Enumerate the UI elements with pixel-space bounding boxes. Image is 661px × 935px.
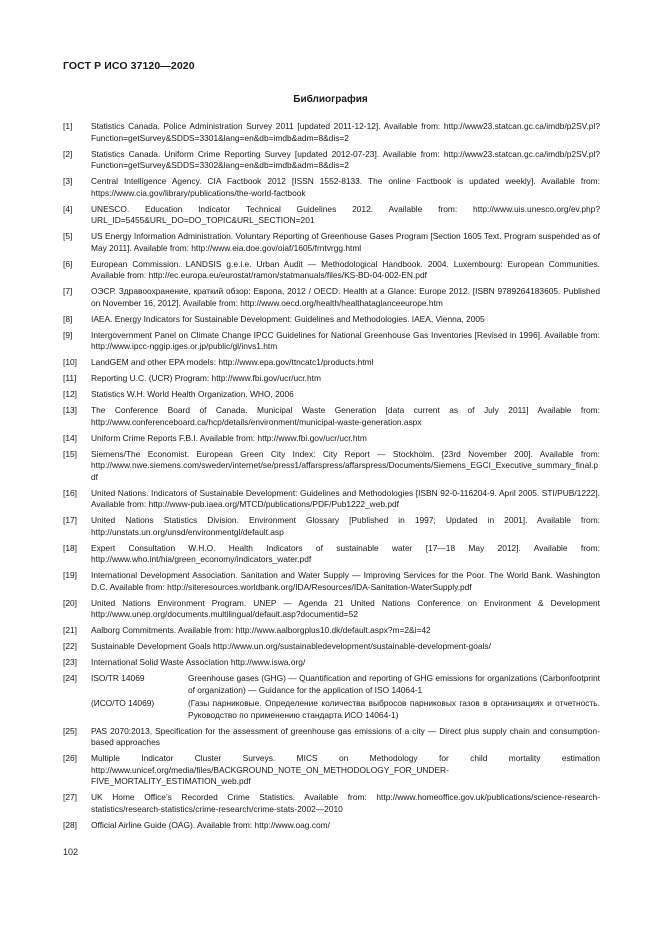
reference-number: [23] [63, 657, 77, 667]
reference-number: [27] [63, 792, 77, 802]
reference-text: Reporting U.C. (UCR) Program: http://www.fbi.gov/ucr/ucr.htm [91, 373, 321, 383]
reference-item [63, 488, 600, 511]
standard-description: Greenhouse gases (GHG) — Quantification and reporting of GHG emissions for organizations (Carbonfootprint of organization) — Guidance for the application of ISO 14064-1 [188, 673, 600, 695]
reference-text: European Commission. LANDSIS g.e.i.e. Urban Audit — Methodological Handbook. 2004. Luxembourg: European Communities. Available from: http://ec.europa.eu/eurostat/ramon/statmanuals/files/KS-BD-04-002-EN.pdf [91, 258, 600, 280]
reference-text: Siemens/The Economist. European Green City Index: City Report — Stockholm. [23rd November 200]. Available from: http://www.nwe.siemens.com/sweden/internet/se/press1/affarspress/affarspress/Documents/Siemens_EGCI_Executive_summary_final.pdf [91, 448, 600, 482]
bibliography-list [63, 121, 600, 836]
page-number: 102 [63, 847, 79, 857]
reference-number: [12] [63, 389, 77, 399]
references-block [63, 726, 600, 832]
reference-text: Aalborg Commitments. Available from: http://www.aalborgplus10.dk/default.aspx?m=2&i=42 [91, 625, 431, 635]
reference-number: [21] [63, 625, 77, 635]
reference-number: [1] [63, 121, 73, 131]
reference-number: [6] [63, 258, 73, 269]
reference-item [63, 357, 600, 369]
reference-number: [7] [63, 286, 73, 296]
reference-text: PAS 2070:2013, Specification for the assessment of greenhouse gas emissions of a city — Direct plus supply chain and consumption-based approaches [91, 725, 600, 747]
reference-item [63, 405, 600, 428]
reference-item [63, 204, 600, 227]
reference-text: UNESCO. Education Indicator Technical Guidelines 2012. Available from: http://www.uis.unesco.org/ev.php?URL_ID=5455&URL_DO=DO_TOPIC&URL_SECTION=201 [91, 203, 600, 225]
reference-item [63, 231, 600, 254]
reference-standards [91, 673, 600, 721]
reference-item [63, 625, 600, 637]
reference-item [63, 433, 600, 445]
reference-item [63, 314, 600, 326]
reference-text: US Energy Information Administration. Voluntary Reporting of Greenhouse Gases Program [Section 1605 Text. Program suspended as of May 2011]. Available from: http://www.eia.doe.gov/oiaf/1605/frntvrgg.html [91, 231, 600, 253]
reference-text: Official Airline Guide (OAG). Available from: http://www.oag.com/ [91, 819, 330, 830]
reference-number: [26] [63, 753, 77, 763]
reference-text: Statistics Canada. Uniform Crime Reporting Survey [updated 2012-07-23]. Available from: http://www23.statcan.gc.ca/imdb/p2SV.pl?Function=getSurvey&SDDS=3302&lang=en&db=imdb&adm=8&dis=2 [91, 148, 600, 170]
reference-text: Statistics W.H. World Health Organization. WHO, 2006 [91, 389, 294, 399]
reference-number: [15] [63, 448, 77, 459]
reference-item [63, 820, 600, 832]
reference-number: [25] [63, 725, 77, 736]
reference-text: Multiple Indicator Cluster Surveys. MICS on Methodology for child mortality estimation http://www.unicef.org/media/files/BACKGROUND_NOTE_ON_METHODOLOGY_FOR_UNDER-FIVE_MORTALITY_ESTIMATION_web.pdf [91, 753, 600, 786]
reference-item [63, 121, 600, 144]
reference-number: [18] [63, 542, 77, 553]
reference-text: Statistics Canada. Police Administration Survey 2011 [updated 2011-12-12]. Available from: http://www23.statcan.gc.ca/imdb/p2SV.pl?Function=getSurvey&SDDS=3301&lang=en&db=imdb&adm=8&dis=2 [91, 121, 600, 143]
standard-code: ISO/TR 14069 [91, 673, 145, 683]
reference-text: ОЭСР. Здравоохранение, краткий обзор: Европа, 2012 / OECD. Health at a Glance: Europe 2012. [ISBN 9789264183605. Published on November 16, 2012]. Available from: http://www.oecd.org/health/healthataglanceeurope.htm [91, 286, 600, 308]
reference-item [63, 753, 600, 788]
reference-number: [24] [63, 673, 77, 683]
page-title: Библиография [293, 94, 368, 105]
reference-number: [13] [63, 405, 77, 415]
reference-number: [22] [63, 641, 77, 651]
reference-text: The Conference Board of Canada. Municipal Waste Generation [data current as of July 2011] Available from: http://www.conferenceboard.ca/hcp/details/environment/municipal-waste-generation.aspx [91, 405, 600, 427]
reference-item [63, 449, 600, 484]
standard-description: (Газы парниковые. Определение количества выбросов парниковых газов в организациях и отчетность. Руководство по применению стандарта ИСО 14064-1) [188, 698, 600, 720]
reference-number: [14] [63, 432, 77, 443]
reference-number: [3] [63, 176, 73, 186]
reference-item [63, 330, 600, 353]
reference-item [63, 389, 600, 401]
reference-number: [4] [63, 203, 73, 214]
reference-item [63, 543, 600, 566]
reference-number: [20] [63, 597, 77, 608]
standard-row [91, 673, 600, 696]
reference-item [63, 792, 600, 815]
reference-number: [2] [63, 148, 73, 159]
reference-number: [10] [63, 357, 77, 367]
reference-text: United Nations Statistics Division. Environment Glossary [Published in 1997; Updated in 2001]. Available from: http://unstats.un.org/unsd/environmentgl/default.asp [91, 515, 600, 537]
reference-number: [16] [63, 487, 77, 498]
reference-text: Central Intelligence Agency. CIA Factbook 2012 [ISSN 1552-8133. The online Factbook is updated weekly]. Available from: https://www.cia.gov/library/publications/the-world-factbook [91, 176, 600, 198]
reference-text: IAEA. Energy Indicators for Sustainable Development: Guidelines and Methodologies. IAEA, Vienna, 2005 [91, 313, 485, 324]
reference-item [63, 515, 600, 538]
reference-number: [19] [63, 570, 77, 580]
reference-item [63, 657, 600, 669]
reference-item [63, 176, 600, 199]
reference-item [63, 570, 600, 593]
reference-item [63, 641, 600, 653]
reference-number: [11] [63, 373, 77, 383]
reference-item [63, 286, 600, 309]
reference-text: LandGEM and other EPA models: http://www.epa.gov/ttncatc1/products.html [91, 357, 374, 367]
reference-number: [28] [63, 819, 77, 830]
reference-text: Intergovernment Panel on Climate Change IPCC Guidelines for National Greenhouse Gas Inventories [Revised in 1996]. Available from: http://www.ipcc-nggip.iges.or.jp/public/gl/invs1.htm [91, 329, 600, 351]
reference-item [63, 373, 600, 385]
reference-item [63, 259, 600, 282]
references-block [63, 121, 600, 669]
standard-row [91, 698, 600, 721]
reference-item [63, 673, 600, 721]
reference-text: International Development Association. Sanitation and Water Supply — Improving Services for the Poor. The World Bank. Washington D.C. Available from: http://siteresources.worldbank.org/IDA/Resources/IDA-Sanitation-WaterSupply.pdf [91, 570, 600, 592]
reference-number: [17] [63, 515, 77, 525]
reference-text: United Nations. Indicators of Sustainable Development: Guidelines and Methodologies [ISBN 92-0-116204-9. April 2005. STI/PUB/1222]. Available from: http://www-pub.iaea.org/MTCD/publications/PDF/Pub1222_web.pdf [91, 487, 600, 509]
reference-text: International Solid Waste Association http://www.iswa.org/ [91, 657, 306, 667]
reference-text: United Nations Environment Program. UNEP — Agenda 21 United Nations Conference on Environment & Development http://www.unep.org/documents.multilingual/default.asp?documentid=52 [91, 597, 600, 619]
reference-text: Expert Consultation W.H.O. Health Indicators of sustainable water [17—18 May 2012]. Available from: http://www.who.int/hia/green_economy/indicators_water.pdf [91, 542, 600, 564]
reference-number: [8] [63, 313, 73, 324]
document-code-header: ГОСТ Р ИСО 37120—2020 [63, 60, 195, 72]
reference-number: [5] [63, 231, 73, 241]
reference-text: UK Home Office’s Recorded Crime Statistics. Available from: http://www.homeoffice.gov.uk/publications/science-research-statistics/research-statistics/crime-research/crime-stats-2002—2010 [91, 792, 600, 814]
reference-text: Sustainable Development Goals http://www.un.org/sustainabledevelopment/sustainable-development-goals/ [91, 641, 491, 651]
reference-item [63, 726, 600, 749]
reference-item [63, 598, 600, 621]
reference-number: [9] [63, 329, 73, 340]
reference-item [63, 149, 600, 172]
standard-code: (ИСО/ТО 14069) [91, 698, 155, 708]
reference-text: Uniform Crime Reports F.B.I. Available from: http://www.fbi.gov/ucr/ucr.htm [91, 432, 367, 443]
